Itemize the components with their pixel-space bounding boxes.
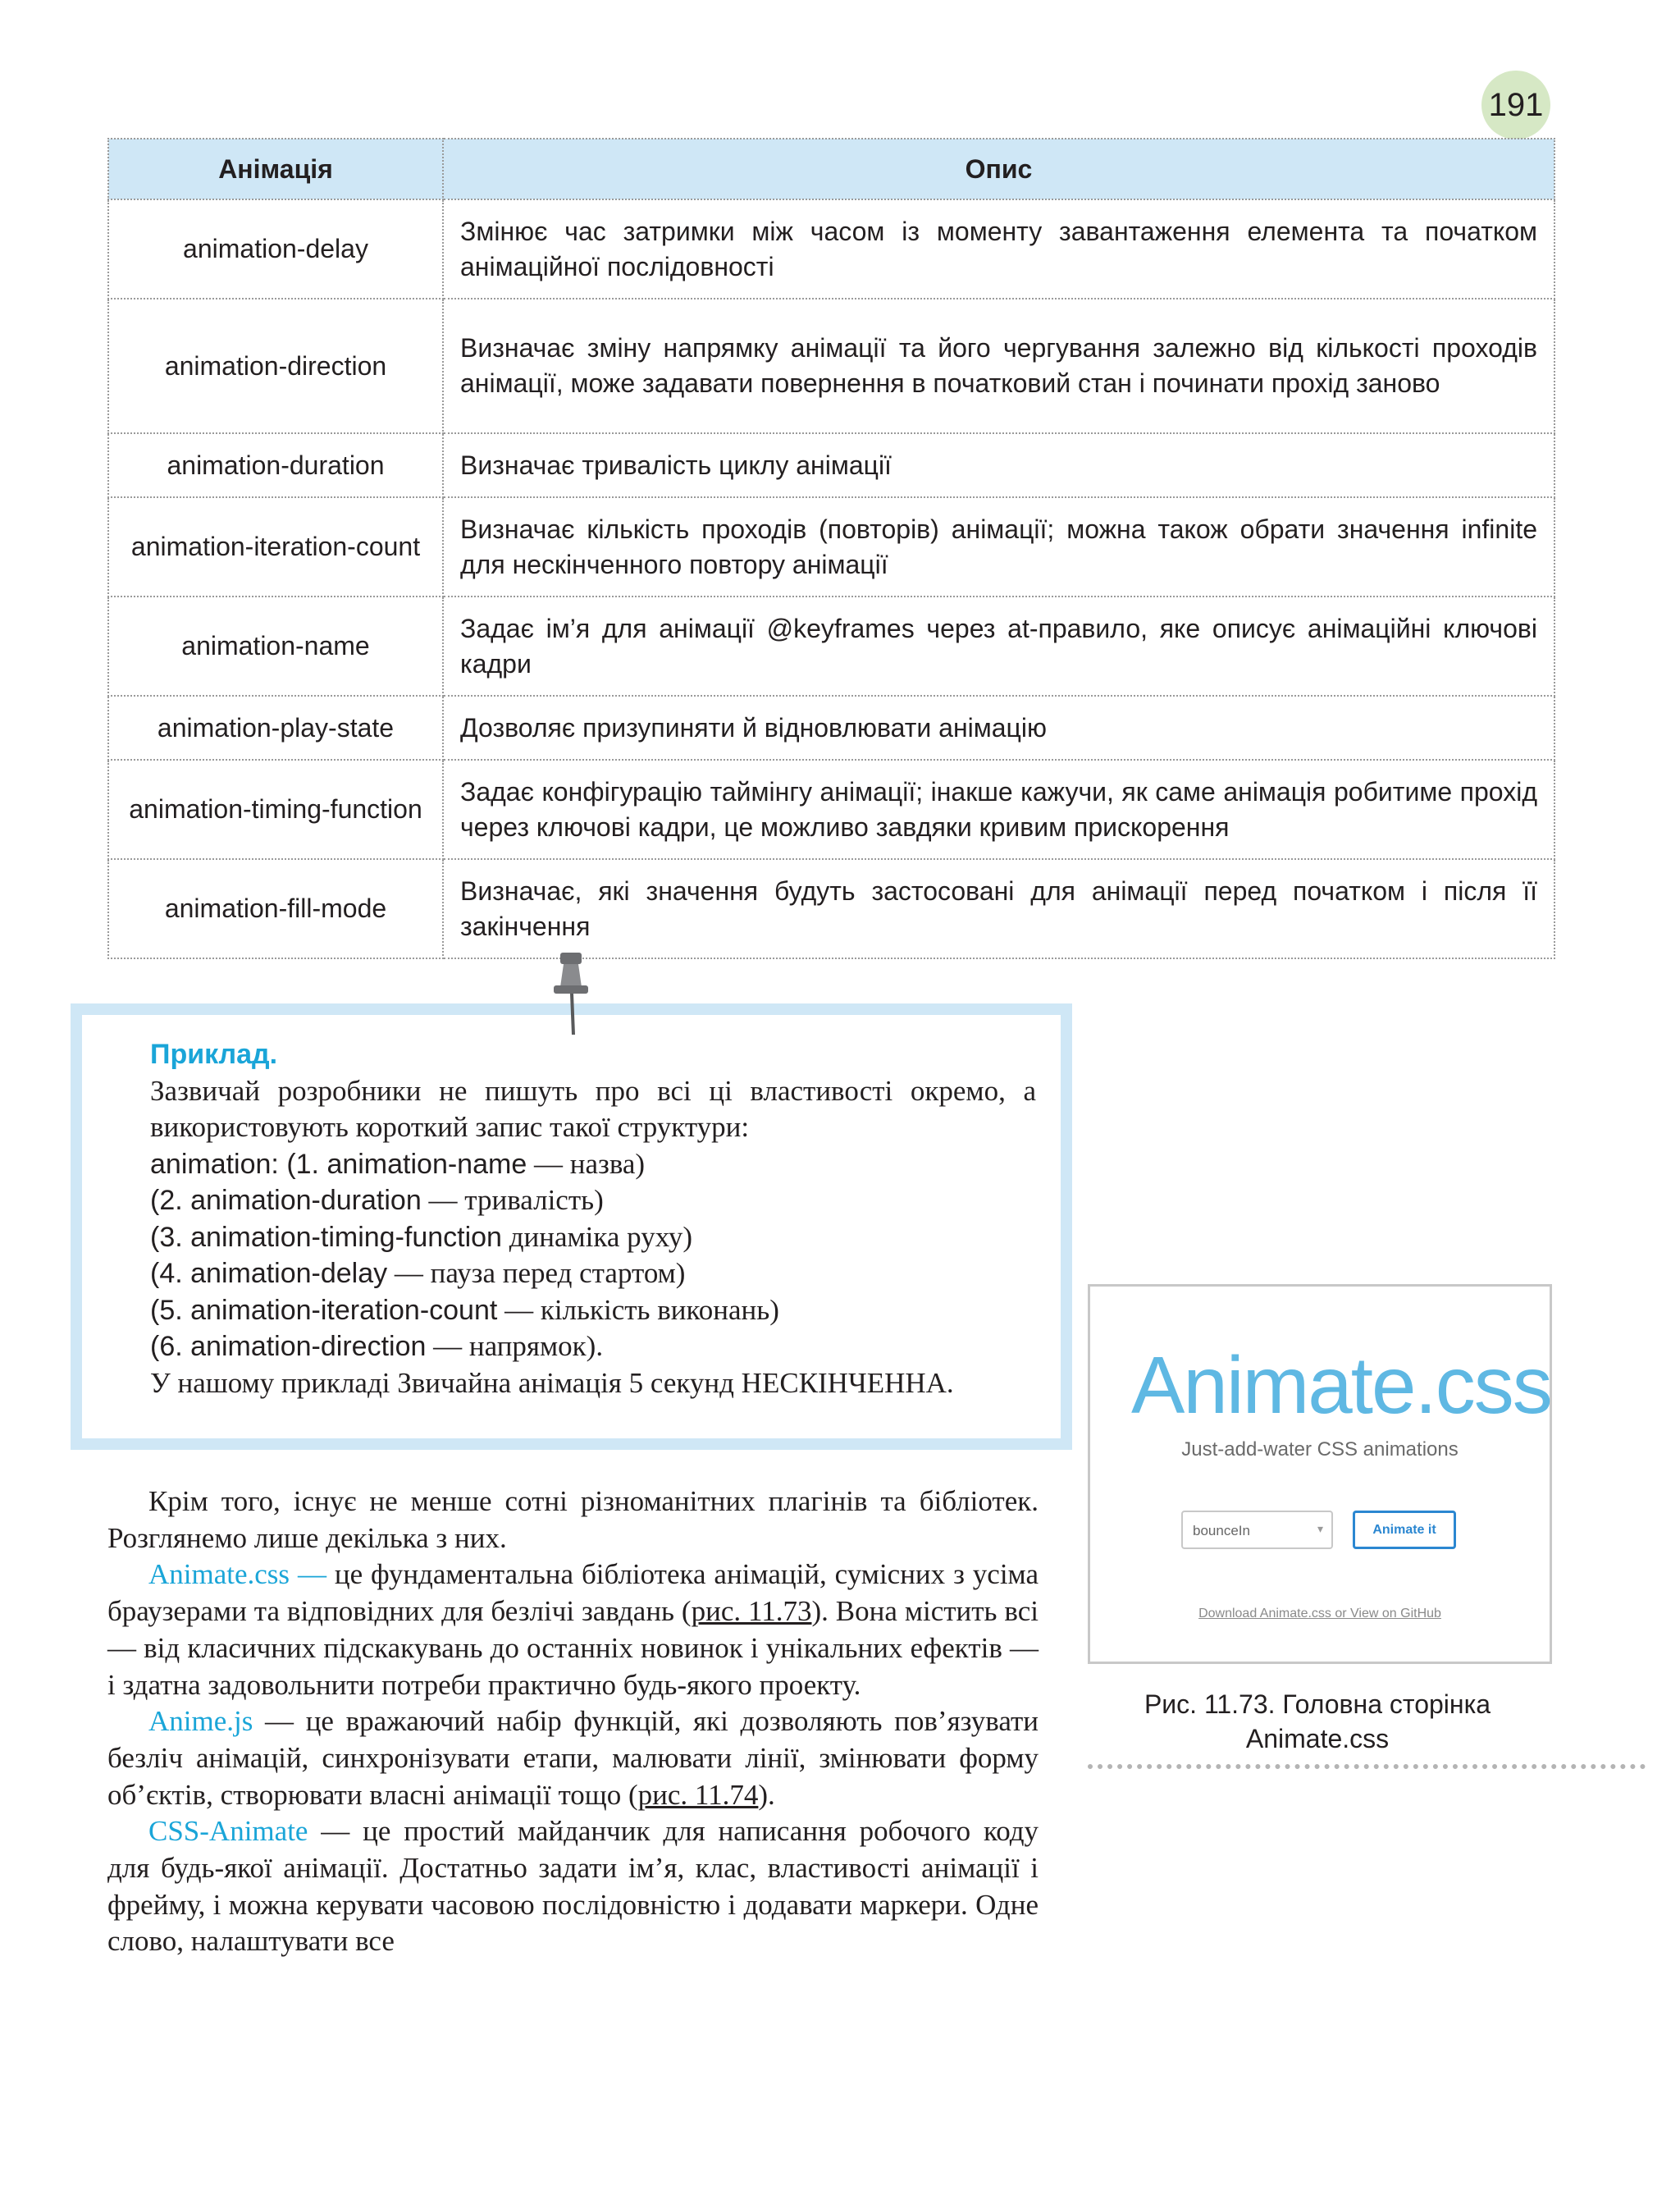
paragraph-anime-js — [107, 1703, 1039, 1813]
table-row — [108, 299, 1554, 433]
example-line — [150, 1219, 1036, 1256]
property-description: Визначає кількість проходів (повторів) анімації; можна також обрати значення infinite для нескінченного повтору анімації — [443, 497, 1554, 597]
example-code: (6. animation-direction — [150, 1331, 427, 1362]
paragraph-intro: Крім того, існує не менше сотні різноманітних плагінів та бібліотек. Розглянемо лише декілька з них. — [107, 1485, 1039, 1554]
animate-it-button[interactable]: Animate it — [1353, 1511, 1456, 1549]
paragraph-animate-css — [107, 1556, 1039, 1703]
example-line — [150, 1255, 1036, 1292]
property-name: animation-timing-function — [108, 760, 443, 859]
paragraph-text: — це вражаючий набір функцій, які дозволяють пов’язувати безліч анімацій, синхронізувати етапи, малювати лінії, змінювати форму об’єктів, створювати власні анімації тощо ( — [107, 1705, 1039, 1811]
example-comment: — кількість виконань) — [497, 1293, 779, 1326]
animation-properties-table — [107, 138, 1555, 959]
paragraph-text: це фундаментальна бібліотека анімацій, сумісних з усіма браузерами та відповідних для безлічі завдань ( — [107, 1558, 1039, 1628]
example-comment: — пауза перед стартом) — [387, 1257, 686, 1289]
table-row — [108, 433, 1554, 497]
example-comment: — тривалість) — [421, 1184, 604, 1216]
table-row — [108, 696, 1554, 760]
property-description: Визначає, які значення будуть застосовані для анімації перед початком і після її закінчення — [443, 859, 1554, 958]
example-comment: — напрямок). — [426, 1330, 604, 1362]
table-row — [108, 497, 1554, 597]
example-code: (3. animation-timing-function — [150, 1221, 502, 1253]
property-name: animation-fill-mode — [108, 859, 443, 958]
animation-select[interactable] — [1181, 1511, 1333, 1549]
table-header-animation: Анімація — [108, 139, 443, 199]
animate-css-screenshot — [1088, 1284, 1552, 1664]
paragraph-text: ). — [758, 1778, 775, 1811]
figure-ref-11-74[interactable]: рис. 11.74 — [637, 1778, 759, 1811]
table-row — [108, 859, 1554, 958]
example-intro: Зазвичай розробники не пишуть про всі ці властивості окремо, а використовують короткий запис такої структури: — [150, 1074, 1036, 1143]
paragraph-text: ). Вона містить всі — від класичних підскакувань до останніх новинок і унікальних ефектів — і здатна задовольнити потреби практично будь-якого проекту. — [107, 1595, 1039, 1701]
property-name: animation-delay — [108, 199, 443, 299]
pushpin-icon — [546, 948, 603, 1038]
property-description: Дозволяє призупиняти й відновлювати анімацію — [443, 696, 1554, 760]
animate-css-tagline: Just-add-water CSS animations — [1181, 1438, 1459, 1460]
example-line — [150, 1292, 1036, 1329]
chevron-down-icon: ▾ — [1317, 1522, 1323, 1535]
figure-ref-11-73[interactable]: рис. 11.73 — [691, 1595, 812, 1628]
example-code: (5. animation-iteration-count — [150, 1294, 498, 1326]
figure-caption: Рис. 11.73. Головна сторінка Animate.css — [1144, 1689, 1491, 1753]
example-line — [150, 1328, 1036, 1365]
example-line — [150, 1146, 1036, 1183]
property-description: Задає конфігурацію таймінгу анімації; інакше кажучи, як саме анімація робитиме прохід через ключові кадри, це можливо завдяки кривим прискорення — [443, 760, 1554, 859]
example-outro: У нашому прикладі Звичайна анімація 5 секунд НЕСКІНЧЕННА. — [150, 1366, 954, 1399]
example-comment: — назва) — [527, 1147, 646, 1180]
animate-css-logo: Animate.css — [1131, 1340, 1551, 1430]
property-description: Визначає зміну напрямку анімації та його чергування залежно від кількості проходів анімації, може задавати повернення в початковий стан і починати прохід заново — [443, 299, 1554, 433]
example-box — [72, 1005, 1071, 1448]
property-name: animation-duration — [108, 433, 443, 497]
body-text — [107, 1483, 1039, 1960]
property-name: animation-direction — [108, 299, 443, 433]
animation-select-value: bounceIn — [1193, 1523, 1250, 1538]
table-header-row — [108, 139, 1554, 199]
example-code: animation: (1. animation-name — [150, 1148, 527, 1180]
css-animate-link[interactable]: CSS-Animate — [148, 1815, 308, 1848]
example-content — [150, 1036, 1036, 1401]
download-links[interactable]: Download Animate.css or View on GitHub — [1198, 1607, 1441, 1620]
property-description: Визначає тривалість циклу анімації — [443, 433, 1554, 497]
table-row — [108, 597, 1554, 696]
example-comment: динаміка руху) — [501, 1220, 693, 1253]
dotted-divider — [1088, 1764, 1646, 1769]
table-row — [108, 760, 1554, 859]
example-code: (2. animation-duration — [150, 1185, 422, 1216]
property-description: Задає ім’я для анімації @keyframes через at-правило, яке описує анімаційні ключові кадри — [443, 597, 1554, 696]
anime-js-link[interactable]: Anime.js — [148, 1705, 253, 1738]
example-line — [150, 1182, 1036, 1219]
property-name: animation-iteration-count — [108, 497, 443, 597]
property-name: animation-play-state — [108, 696, 443, 760]
paragraph-css-animate — [107, 1813, 1039, 1960]
example-title: Приклад. — [150, 1039, 278, 1070]
table-row — [108, 199, 1554, 299]
property-description: Змінює час затримки між часом із моменту завантаження елемента та початком анімаційної послідовності — [443, 199, 1554, 299]
animate-css-link[interactable]: Animate.css — — [148, 1558, 326, 1591]
property-name: animation-name — [108, 597, 443, 696]
table-header-description: Опис — [443, 139, 1554, 199]
page-number: 191 — [1481, 71, 1550, 139]
example-code: (4. animation-delay — [150, 1258, 388, 1289]
paragraph-text: — це простий майданчик для написання робочого коду для будь-якої анімації. Достатньо задати ім’я, клас, властивості анімації і фрейму, і можна керувати часовою послідовністю і додавати маркери. Одне слово, налаштувати все — [107, 1815, 1039, 1958]
